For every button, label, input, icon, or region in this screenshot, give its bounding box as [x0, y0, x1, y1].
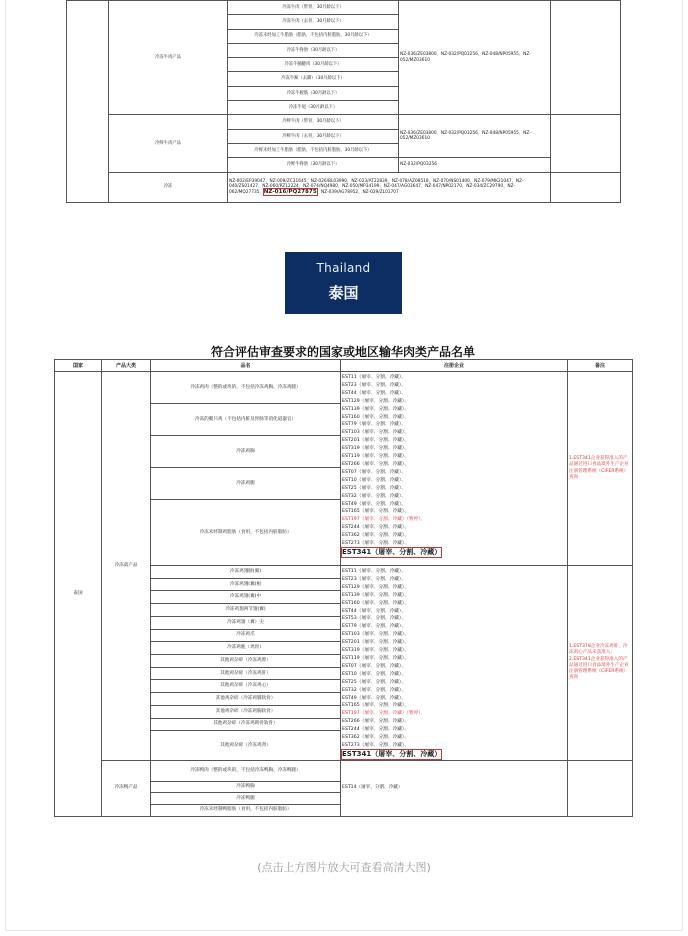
header-remark: 备注	[568, 360, 633, 372]
product-cell: 冷冻鸡翅(翼)根	[151, 578, 341, 591]
enterprise-cell: NZ-032/PQ03256	[399, 158, 551, 172]
header-category: 产品大类	[102, 360, 151, 372]
table-row	[55, 372, 633, 404]
category-cell: 冷冻鸭产品	[102, 760, 151, 816]
enterprise-text: 、NZ-039/AG78952、NZ-029/ZL01707	[316, 189, 399, 195]
table-row	[67, 1, 621, 15]
enterprise-line: EST07（屠宰、分割、冷藏）、	[342, 663, 406, 669]
product-cell: 冷冻未经制鸭脂肪（食用，不包括内脏脂肪）	[151, 804, 341, 816]
suspended-enterprise: EST197（屠宰、分割、冷藏）（暂停）、	[342, 517, 426, 523]
enterprise-line: EST44（屠宰、分割、冷藏）、	[342, 608, 406, 614]
enterprise-line: EST44（屠宰、分割、冷藏）、	[342, 390, 406, 396]
enterprise-line: EST319（屠宰、分割、冷藏）、	[342, 446, 409, 452]
enterprise-line: EST10（屠宰、分割、冷藏）、	[342, 671, 406, 677]
highlighted-enterprise: NZ-016/PQ27875	[263, 188, 317, 195]
product-cell: 其他鸡杂碎（冷冻鸡锁骨软骨）	[151, 718, 341, 731]
enterprise-line: EST103（屠宰、分割、冷藏）、	[342, 430, 409, 436]
product-cell: 冷冻的腿只鸡（不包括内脏及胃肠等消化道器官）	[151, 404, 341, 436]
product-cell: 冷冻牛蹄（去脚）（30月龄以下）	[228, 72, 399, 86]
product-cell: 冷鲜未经加工牛脂肪（脂肪，不包括内脏脂肪，30月龄以下）	[228, 143, 399, 157]
product-cell: 其他鸡杂碎（冷冻鸡肾）	[151, 731, 341, 760]
product-cell: 冷冻未经制鸡脂肪（食用，不包括内脏脂肪）	[151, 500, 341, 566]
enterprise-line: EST160（屠宰、分割、冷藏）、	[342, 414, 409, 420]
header-country: 国家	[55, 360, 102, 372]
product-cell: 冷鲜牛肉（带骨，30月龄以下）	[228, 115, 399, 129]
table-header-row	[55, 360, 633, 372]
image-caption: (点击上方图片放大可查看高清大图)	[257, 861, 431, 874]
enterprise-line: EST79（屠宰、分割、冷藏）、	[342, 624, 406, 630]
product-cell: 冷冻鸡翅(翼)中	[151, 591, 341, 604]
remark-cell	[551, 1, 621, 115]
remark-cell: 1.EST341企业获得准入的产品通过进口食品境外生产企业注册管理系统（CIFER系统）查询	[568, 372, 633, 566]
enterprise-line: EST201（屠宰、分割、冷藏）、	[342, 640, 409, 646]
category-cell: 冷冻禽产品	[102, 372, 151, 761]
highlighted-enterprise: EST341（屠宰、分割、冷藏）	[342, 547, 442, 556]
product-cell: 冷冻牛肉（带骨，30月龄以下）	[228, 1, 399, 15]
product-cell: 冷冻鸭胸	[151, 781, 341, 793]
enterprise-line: EST32（屠宰、分割、冷藏）、	[342, 493, 406, 499]
product-cell: 冷冻牛板筋（30月龄以下）	[228, 86, 399, 100]
product-cell: 冷冻鸡翅两节翅(翼)	[151, 604, 341, 617]
enterprise-line: EST266（屠宰、分割、冷藏）、	[342, 719, 409, 725]
enterprise-line: EST23（屠宰、分割、冷藏）、	[342, 382, 406, 388]
header-product: 品名	[151, 360, 341, 372]
enterprise-line: EST103（屠宰、分割、冷藏）、	[342, 632, 409, 638]
product-cell: 冷冻牛腩腱肉（30月龄以下）	[228, 58, 399, 72]
enterprise-line: EST11（屠宰、分割、冷藏）、	[342, 375, 406, 380]
enterprise-line: EST11（屠宰、分割、冷藏）、	[342, 569, 406, 574]
enterprise-cell: EST14（屠宰、分割、冷藏）	[341, 760, 568, 816]
table-title: 符合评估审查要求的国家或地区输华肉类产品名单	[210, 345, 475, 359]
header-enterprise: 注册企业	[341, 360, 568, 372]
enterprise-line: EST25（屠宰、分割、冷藏）、	[342, 485, 406, 491]
enterprise-line: EST244（屠宰、分割、冷藏）、	[342, 727, 409, 733]
enterprise-line: EST201（屠宰、分割、冷藏）、	[342, 438, 409, 444]
enterprise-cell	[341, 566, 568, 761]
product-cell: 冷冻未经加工牛脂肪（脂肪，不包括内脏脂肪，30月龄以下）	[228, 29, 399, 43]
table-row	[67, 172, 621, 202]
product-cell: 冷冻鸡翅（翼）尖	[151, 616, 341, 629]
product-cell: 冷冻牛脊肋（30月龄以下）	[228, 43, 399, 57]
country-cell: 泰国	[55, 372, 102, 817]
category-cell: 冷冻	[109, 172, 228, 202]
enterprise-line: EST362（屠宰、分割、冷藏）、	[342, 533, 409, 539]
remark-cell	[551, 115, 621, 172]
enterprise-line: EST49（屠宰、分割、冷藏）、	[342, 695, 406, 701]
enterprise-text: NZ-002/EP39047、NZ-009/ZC31645、NZ-026/BL03990、NZ-023/AT22839、NZ-078/AZ08518、NZ-070/NS01400、NZ-079/MK21047、NZ-040/ZS01427、NZ-060/PZ12224、NZ-074/NQ4980、NZ-050/MP34199、NZ-047/AG03647、NZ-047/NP02170、NZ-034/ZC29790、NZ-062/MQ27735、	[229, 178, 524, 195]
category-cell: 冷冻牛肉产品	[109, 1, 228, 115]
enterprise-line: EST273（屠宰、分割、冷藏）、	[342, 541, 409, 547]
enterprise-line: EST266（屠宰、分割、冷藏）、	[342, 461, 409, 467]
remark-cell	[568, 760, 633, 816]
enterprise-line: EST53（屠宰、分割、冷藏）、	[342, 616, 406, 622]
enterprise-line: EST49（屠宰、分割、冷藏）、	[342, 501, 406, 507]
product-cell: 其他鸡杂碎（冷冻鸡膝软骨）	[151, 693, 341, 706]
enterprise-cell: NZ-036/ZE03800、NZ-032/PQ03256、NZ-048/NP05955、NZ-052/MZ03610	[399, 1, 551, 115]
category-cell: 冷鲜牛肉产品	[109, 115, 228, 172]
enterprise-line: EST10（屠宰、分割、冷藏）、	[342, 477, 406, 483]
product-cell: 冷鲜牛脊肋（30月龄以下）	[228, 158, 399, 172]
highlighted-enterprise: EST341（屠宰、分割、冷藏）	[342, 749, 442, 758]
enterprise-line: EST165（屠宰、分割、冷藏）、	[342, 703, 409, 709]
top-registration-table[interactable]	[66, 0, 621, 203]
enterprise-cell	[228, 172, 551, 202]
product-cell: 冷冻牛尾（30月龄以下）	[228, 101, 399, 115]
remark-cell: 1.EST378企业冷冻鸡肝、冷冻鸡心产品未获准入；2.EST341企业获得准入的产品通过进口食品境外生产企业注册管理系统（CIFER系统）查询	[568, 566, 633, 761]
product-cell: 其他鸡杂碎（冷冻鸡脖）	[151, 655, 341, 668]
enterprise-line: EST23（屠宰、分割、冷藏）、	[342, 576, 406, 582]
enterprise-line: EST07（屠宰、分割、冷藏）、	[342, 469, 406, 475]
enterprise-line: EST79（屠宰、分割、冷藏）、	[342, 422, 406, 428]
enterprise-line: EST244（屠宰、分割、冷藏）、	[342, 525, 409, 531]
enterprise-cell	[341, 372, 568, 566]
product-cell: 冷冻鸡腿	[151, 468, 341, 500]
enterprise-line: EST25（屠宰、分割、冷藏）、	[342, 679, 406, 685]
thailand-badge	[285, 252, 402, 314]
enterprise-line: EST119（屠宰、分割、冷藏）、	[342, 655, 409, 661]
product-cell: 冷冻鸡翅膀(翼)	[151, 566, 341, 579]
remark-cell	[551, 172, 621, 202]
enterprise-line: EST129（屠宰、分割、冷藏）、	[342, 584, 409, 590]
product-cell: 冷冻鸡爪	[151, 629, 341, 642]
table-row	[55, 760, 633, 781]
country-cell	[67, 1, 109, 203]
enterprise-line: EST362（屠宰、分割、冷藏）、	[342, 735, 409, 741]
suspended-enterprise: EST197（屠宰、分割、冷藏）（暂停）、	[342, 711, 426, 717]
badge-zh: 泰国	[328, 284, 359, 302]
enterprise-line: EST32（屠宰、分割、冷藏）、	[342, 687, 406, 693]
enterprise-cell: NZ-036/ZE03800、NZ-032/PQ03256、NZ-048/NP05955、NZ-052/MZ03610	[399, 115, 551, 158]
product-cell: 冷冻鸭腿	[151, 793, 341, 805]
enterprise-line: EST119（屠宰、分割、冷藏）、	[342, 454, 409, 460]
product-cell: 冷冻鸡胸	[151, 436, 341, 468]
enterprise-line: EST319（屠宰、分割、冷藏）、	[342, 648, 409, 654]
enterprise-line: EST139（屠宰、分割、冷藏）、	[342, 406, 409, 412]
badge-en: Thailand	[316, 261, 371, 275]
product-cell: 冷冻鸭肉（整的或块的，不包括冷冻鸭胸、冷冻鸭腿）	[151, 760, 341, 781]
product-cell: 冷冻牛肉（去骨，30月龄以下）	[228, 15, 399, 29]
product-cell: 其他鸡杂碎（冷冻鸡心）	[151, 680, 341, 693]
thailand-meat-table[interactable]	[54, 359, 633, 817]
table-row	[67, 115, 621, 129]
product-cell: 冷鲜牛肉（去骨，30月龄以下）	[228, 129, 399, 143]
enterprise-line: EST160（屠宰、分割、冷藏）、	[342, 600, 409, 606]
enterprise-line: EST165（屠宰、分割、冷藏）、	[342, 509, 409, 515]
product-cell: 冷冻鸡肫（鸡胃）	[151, 642, 341, 655]
product-cell: 其他鸡杂碎（冷冻鸡胸软骨）	[151, 705, 341, 718]
enterprise-line: EST129（屠宰、分割、冷藏）、	[342, 398, 409, 404]
enterprise-line: EST273（屠宰、分割、冷藏）、	[342, 742, 409, 748]
product-cell: 其他鸡杂碎（冷冻鸡肝）	[151, 667, 341, 680]
product-cell: 冷冻鸡肉（整的或块的，不包括冷冻鸡胸、冷冻鸡腿）	[151, 372, 341, 404]
enterprise-line: EST139（屠宰、分割、冷藏）、	[342, 592, 409, 598]
